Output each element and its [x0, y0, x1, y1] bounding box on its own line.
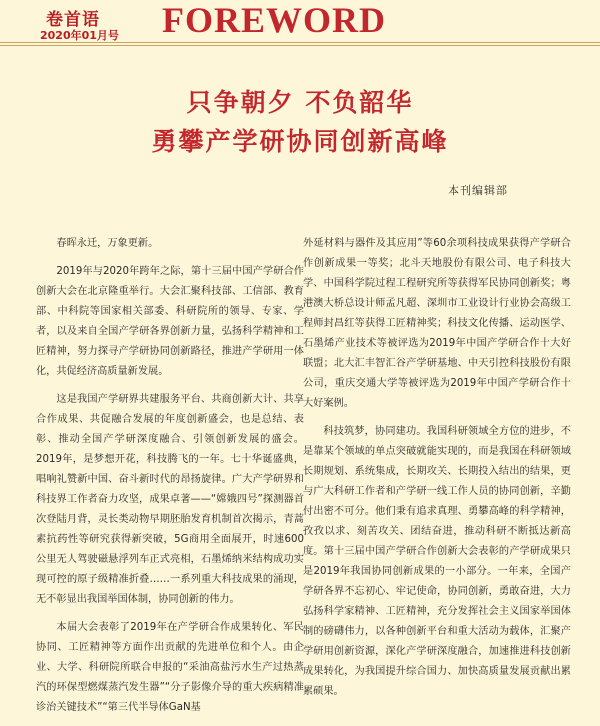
- title-line-1: 只争朝夕 不负韶华: [186, 88, 414, 117]
- header-rule-bottom: [0, 45, 600, 46]
- header-section-cn: 卷首语: [46, 10, 100, 30]
- header-section-en: FOREWORD: [162, 0, 386, 40]
- paragraph: 春晖永迁，万象更新。: [56, 238, 159, 249]
- header-rule-top: [0, 42, 600, 43]
- paragraph: 科技筑梦，协同建功。我国科研领域全方位的进步，不是靠某个领域的单点突破就能实现的，而是我国在科研领域长期规划、系统集成，长期攻关、长期投入结出的结果，更与广大科研工作者和产学研一线工作人员的协同创新，辛勤付出密不可分。他们秉有追求真理、勇攀高峰的科学精神，孜孜以求、刻苦攻关、团结奋进，推动科研不断抵达新高度。第十三届中国产学研合作创新大会表彰的产学研成果只是2019年我国协同创新成果的一小部分。一年来，全国产学研各界不忘初心、牢记使命，协同创新，勇敢奋进，大力弘扬科学家精神、工匠精神，充分发挥社会主义国家举国体制的磅礴伟力，以各种创新平台和重大活动为载体，汇聚产学研用创新资源，深化产学研深度融合，加速推进科技创新成果转化，为我国提升综合国力、加快高质量发展贡献出累累硕果。: [303, 426, 571, 697]
- body-column-left: [36, 234, 304, 726]
- paragraph: 2019年与2020年跨年之际，第十三届中国产学研合作创新大会在北京隆重举行。大会汇聚科技部、工信部、教育部、中科院等国家相关部委、科研院所的领导、专家、学者，以及来自全国产学研各界创新力量，弘扬科学精神和工匠精神，努力探寻产学研协同创新路径，推进产学研用一体化，共促经济高质量新发展。: [36, 266, 304, 377]
- body-column-right: [303, 234, 571, 710]
- paragraph: 本届大会表彰了2019年在产学研合作成果转化、军民协同、工匠精神等方面作出贡献的先进单位和个人。由企业、大学、科研院所联合申报的“采油高盐污水生产过热蒸汽的环保型燃煤蒸汽发生器”“分子影像介导的重大疾病精准诊治关键技术”“第三代半导体GaN基: [36, 622, 304, 713]
- paragraph: 外延材料与器件及其应用”等60余项科技成果获得产学研合作创新成果一等奖；北斗天地股份有限公司、电子科技大学、中国科学院过程工程研究所等获得军民协同创新奖；粤港澳大桥总设计师孟凡超、深圳市工业设计行业协会高级工程师封昌红等获得工匠精神奖；科技文化传播、运动医学、石墨烯产业技术等被评选为2019年中国产学研合作十大好联盟；北大汇丰智汇谷产学研基地、中天引控科技股份有限公司，重庆交通大学等被评选为2019年中国产学研合作十大好案例。: [303, 238, 571, 409]
- paragraph: 这是我国产学研界共建服务平台、共商创新大计、共享合作成果、共促融合发展的年度创新盛会，也是总结、表彰、推动全国产学研深度融合、引领创新发展的盛会。2019年，是梦想开花，科技腾飞的一年。七十华诞盛典，唱响礼赞新中国、奋斗新时代的昂扬旋律。广大产学研界和科技界工作者奋力攻坚，成果卓著——“嫦娥四号”探测器首次登陆月背，灵长类动物早期胚胎发育机制首次揭示，青蒿素抗药性等研究获得新突破，5G商用全面展开，时速600公里无人驾驶磁悬浮列车正式亮相，石墨烯纳米结构成功实现可控的原子级精准折叠……一系列重大科技成果的涌现，无不彰显出我国举国体制，协同创新的伟力。: [36, 394, 304, 605]
- byline: 本刊编辑部: [448, 184, 508, 197]
- header-issue-date: 2020年01月号: [40, 29, 119, 42]
- title-line-2: 勇攀产学研协同创新高峰: [151, 127, 449, 156]
